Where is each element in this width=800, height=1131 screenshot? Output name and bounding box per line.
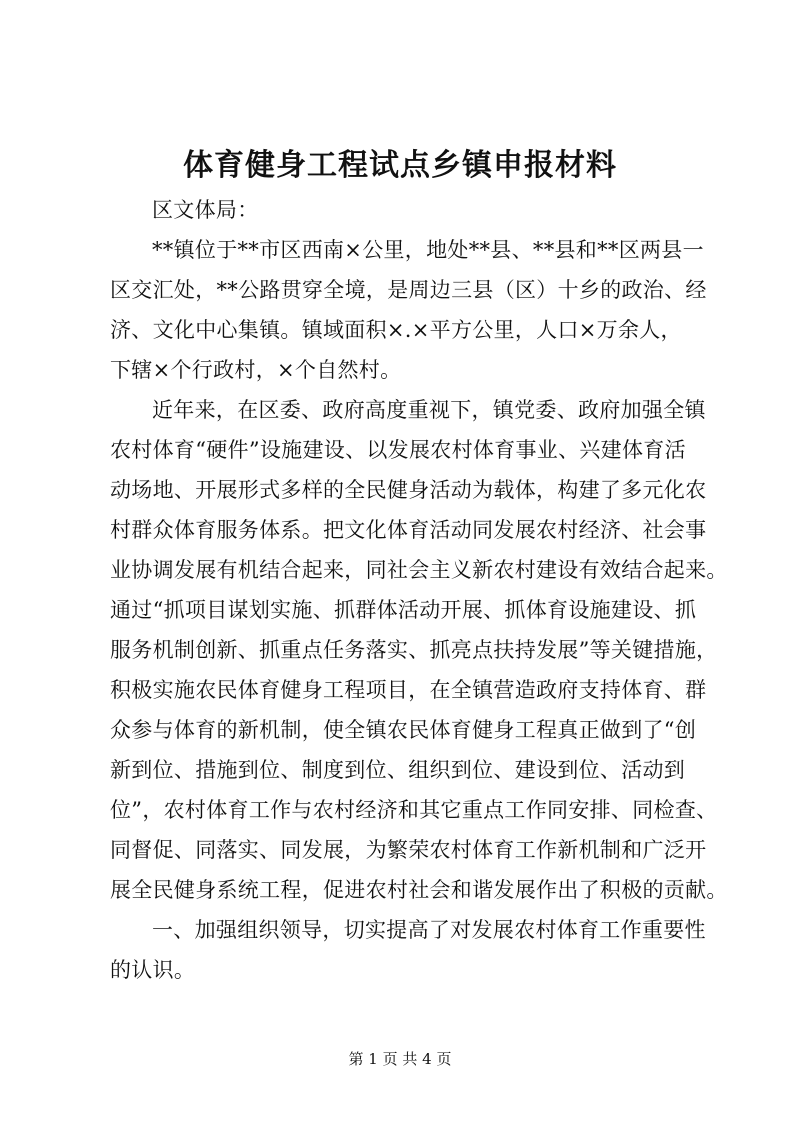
paragraph-line: 新到位、措施到位、制度到位、组织到位、建设到位、活动到 (110, 758, 686, 782)
paragraph-line: 下辖×个行政村，×个自然村。 (110, 358, 402, 382)
paragraph-line: 农村体育“硬件”设施建设、以发展农村体育事业、兴建体育活 (110, 438, 686, 462)
paragraph-line: **镇位于**市区西南×公里，地处**县、**县和**区两县一 (152, 238, 704, 262)
paragraph-line: 村群众体育服务体系。把文化体育活动同发展农村经济、社会事 (110, 518, 707, 542)
paragraph-line: 近年来，在区委、政府高度重视下，镇党委、政府加强全镇 (152, 398, 706, 422)
paragraph-line: 业协调发展有机结合起来，同社会主义新农村建设有效结合起来。 (110, 558, 728, 582)
salutation-line: 区文体局： (152, 198, 259, 222)
document-body (110, 190, 728, 990)
paragraph-line: 通过“抓项目谋划实施、抓群体活动开展、抓体育设施建设、抓 (110, 598, 697, 622)
paragraph-line: 积极实施农民体育健身工程项目，在全镇营造政府支持体育、群 (110, 678, 707, 702)
paragraph-line: 济、文化中心集镇。镇域面积×.×平方公里，人口×万余人， (110, 318, 682, 342)
section-heading-line: 的认识。 (110, 958, 196, 982)
paragraph-line: 展全民健身系统工程，促进农村社会和谐发展作出了积极的贡献。 (110, 878, 728, 902)
paragraph-line: 服务机制创新、抓重点任务落实、抓亮点扶持发展”等关键措施， (110, 638, 718, 662)
page-footer: 第 1 页 共 4 页 (348, 1050, 452, 1068)
paragraph-line: 区交汇处，**公路贯穿全境，是周边三县（区）十乡的政治、经 (110, 278, 707, 302)
paragraph-line: 动场地、开展形式多样的全民健身活动为载体，构建了多元化农 (110, 478, 707, 502)
section-heading-line: 一、加强组织领导，切实提高了对发展农村体育工作重要性 (152, 918, 706, 942)
paragraph-line: 同督促、同落实、同发展，为繁荣农村体育工作新机制和广泛开 (110, 838, 707, 862)
page-title: 体育健身工程试点乡镇申报材料 (183, 148, 617, 183)
paragraph-line: 众参与体育的新机制，使全镇农民体育健身工程真正做到了“创 (110, 718, 697, 742)
paragraph-line: 位”，农村体育工作与农村经济和其它重点工作同安排、同检查、 (110, 798, 718, 822)
